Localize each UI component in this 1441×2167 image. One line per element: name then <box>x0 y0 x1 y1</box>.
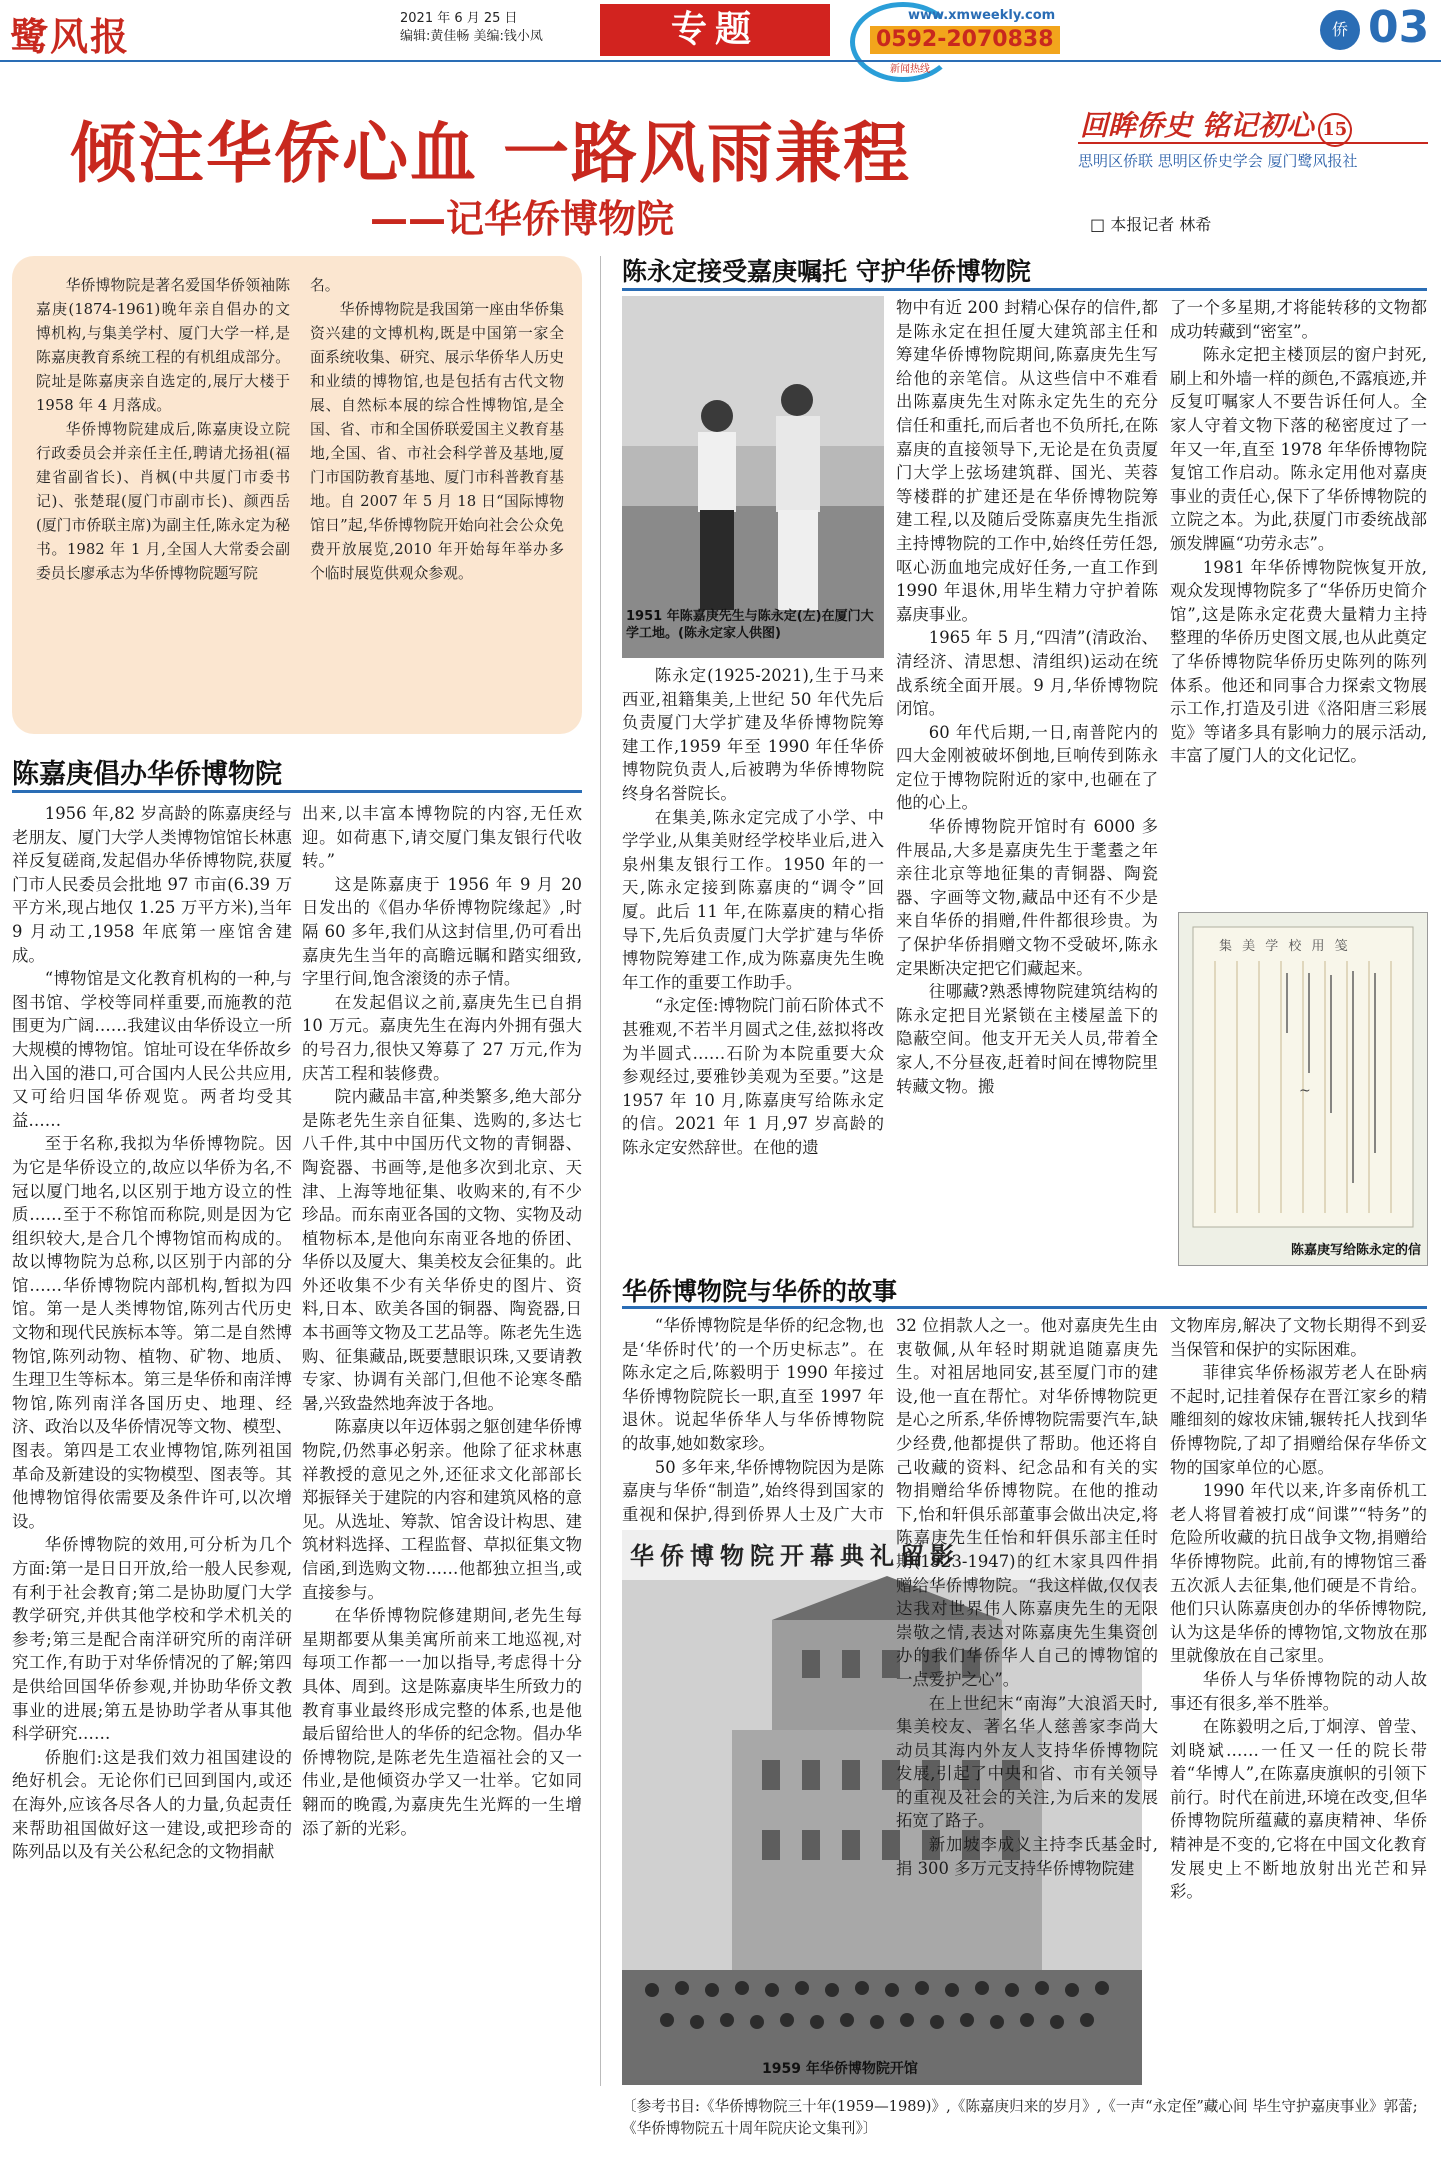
paragraph: 在集美,陈永定完成了小学、中学学业,从集美财经学校毕业后,进入泉州集友银行工作。1950 年的一天,陈永定接到陈嘉庚的“调令”回厦。此后 11 年,在陈嘉庚的精心指导下,先后负责厦门大学扩建与华侨博物院筹建工作,成为陈嘉庚先生晚年工作的重要工作助手。 <box>622 807 884 992</box>
section-heading-stories: 华侨博物院与华侨的故事 <box>622 1277 898 1306</box>
hotline-url[interactable]: www.xmweekly.com <box>908 8 1056 23</box>
section2-column-2 <box>896 296 1158 1262</box>
section1-column-1 <box>12 802 292 2154</box>
column-divider <box>600 256 601 2086</box>
news-hotline <box>850 2 1085 82</box>
paragraph: 50 多年来,华侨博物院因为是陈嘉庚与华侨“制造”,始终得到国家的重视和保护,得到侨界人士及广大市 <box>622 1457 884 1524</box>
photo-1959-banner: 华侨博物院开幕典礼留影 <box>630 1541 960 1570</box>
topic-banner: 专题 <box>600 4 830 56</box>
intro-column-1 <box>36 274 290 586</box>
page-number: 03 <box>1368 2 1430 53</box>
paragraph: 菲律宾华侨杨淑芳老人在卧病不起时,记挂着保存在晋江家乡的精雕细刻的嫁妆床铺,辗转托人找到华侨博物院,了却了捐赠给保存华侨文物的国家单位的心愿。 <box>1170 1363 1427 1477</box>
intro-paragraph: 华侨博物院建成后,陈嘉庚设立院行政委员会并亲任主任,聘请尤扬祖(福建省副省长)、肖枫(中共厦门市委书记)、张楚琨(厦门市副市长)、颜西岳(厦门市侨联主席)为副主任,陈永定为秘书。1982 年 1 月,全国人大常委会副委员长廖承志为华侨博物院题写院 <box>36 421 290 582</box>
hotline-label: 新闻热线 <box>890 64 930 75</box>
issue-meta <box>400 10 543 46</box>
section-badge-icon: 侨 <box>1320 10 1360 50</box>
paragraph: 新加坡李成义主持李氏基金时,捐 300 多万元支持华侨博物院建 <box>896 1835 1158 1878</box>
paragraph: 1956 年,82 岁高龄的陈嘉庚经与老朋友、厦门大学人类博物馆馆长林惠祥反复磋商,发起倡办华侨博物院,获厦门市人民委员会批地 97 市亩(6.39 万平方米,现占地仅 1.25 万平方米),当年 9 月动工,1958 年底第一座馆舍建成。 <box>12 804 292 965</box>
paragraph: 陈永定(1925-2021),生于马来西亚,祖籍集美,上世纪 50 年代先后负责厦门大学扩建及华侨博物院筹建工作,1959 年至 1990 年任华侨博物院负责人,后被聘为华侨博物院终身名誉院长。 <box>622 666 884 803</box>
photo-1951 <box>622 296 884 658</box>
paragraph: 了一个多星期,才将能转移的文物都成功转藏到“密室”。 <box>1170 298 1427 341</box>
section3-column-2 <box>896 1314 1158 2090</box>
series-name: 回眸侨史 铭记初心 <box>1080 109 1314 142</box>
paragraph: 出来,以丰富本博物院的内容,无任欢迎。如荷惠下,请交厦门集友银行代收转。” <box>302 804 582 871</box>
svg-text:~: ~ <box>1299 1083 1311 1099</box>
paragraph: 32 位捐款人之一。他对嘉庚先生由衷敬佩,从年轻时期就追随嘉庚先生。对祖居地同安,甚至厦门市的建设,他一直在帮忙。对华侨博物院更是心之所系,华侨博物院需要汽车,缺少经费,他都提供了帮助。他还将自己收藏的资料、纪念品和有关的实物捐赠给华侨博物院。在他的推动下,怡和轩俱乐部董事会做出决定,将陈嘉庚先生任怡和轩俱乐部主任时期(1923-1947)的红木家具四件捐赠给华侨博物院。“我这样做,仅仅表达我对世界伟人陈嘉庚先生的无限崇敬之情,表达对陈嘉庚先生集资创办的我们华侨华人自己的博物馆的一点爱护之心”。 <box>896 1316 1158 1689</box>
paragraph: 陈永定把主楼顶层的窗户封死,刷上和外墙一样的颜色,不露痕迹,并反复叮嘱家人不要告诉任何人。全家人守着文物下落的秘密度过了一年又一年,直至 1978 年华侨博物院复馆工作启动。陈永定用他对嘉庚事业的责任心,保下了华侨博物院的立院之本。为此,获厦门市委统战部颁发牌匾“功劳永志”。 <box>1170 345 1427 553</box>
reporter-byline: □ 本报记者 林希 <box>1090 215 1212 234</box>
paragraph: 1990 年代以来,许多南侨机工老人将冒着被打成“间谍”“特务”的危险所收藏的抗日战争文物,捐赠给华侨博物院。此前,有的博物馆三番五次派人去征集,他们硬是不肯给。他们只认陈嘉庚创办的华侨博物院,认为这是华侨的博物馆,文物放在那里就像放在自己家里。 <box>1170 1481 1427 1666</box>
paragraph: 物中有近 200 封精心保存的信件,都是陈永定在担任厦大建筑部主任和筹建华侨博物院期间,陈嘉庚先生写给他的亲笔信。从这些信中不难看出陈嘉庚先生对陈永定先生的充分信任和重托,而后者也不负所托,在陈嘉庚的直接领导下,无论是在负责厦门大学上弦场建筑群、国光、芙蓉等楼群的扩建还是在华侨博物院筹建工程,以及随后受陈嘉庚先生指派主持博物院的工作中,始终任劳任怨,呕心沥血地完成好任务,一直工作到 1990 年退休,用毕生精力守护着陈嘉庚事业。 <box>896 298 1158 624</box>
references: 〔参考书目:《华侨博物院三十年(1959—1989)》,《陈嘉庚归来的岁月》,《一声“永定侄”藏心间 毕生守护嘉庚事业》郭蕾;《华侨博物院五十周年院庆论文集刊》〕 <box>622 2098 1418 2137</box>
section-heading-founding: 陈嘉庚倡办华侨博物院 <box>12 759 282 790</box>
intro-paragraph: 华侨博物院是我国第一座由华侨集资兴建的文博机构,既是中国第一家全面系统收集、研究、展示华侨华人历史和业绩的博物馆,也是包括有古代文物展、自然标本展的综合性博物馆,是全国、省、市和全国侨联爱国主义教育基地,全国、省、市社会科学普及基地,厦门市国防教育基地、厦门市科普教育基地。自 2007 年 5 月 18 日“国际博物馆日”起,华侨博物院开始向社会公众免费开放展览,2010 年开始每年举办多个临时展览供观众参观。 <box>310 301 564 582</box>
paragraph: 在上世纪末“南海”大浪滔天时,集美校友、著名华人慈善家李尚大动员其海内外友人支持华侨博物院发展,引起了中央和省、市有关领导的重视及社会的关注,为后来的发展拓宽了路子。 <box>896 1693 1158 1831</box>
paragraph: 至于名称,我拟为华侨博物院。因为它是华侨设立的,故应以华侨为名,不冠以厦门地名,以区别于地方设立的性质……至于不称馆而称院,则是因为它组织较大,是合几个博物馆而构成的。故以博物院为总称,以区别于内部的分馆……华侨博物院内部机构,暂拟为四馆。第一是人类博物馆,陈列古代历史文物和现代民族标本等。第二是自然博物馆,陈列动物、植物、矿物、地质、生理卫生等标本。第三是华侨和南洋博物馆,陈列南洋各国历史、地理、经济、政治以及华侨情况等文物、模型、图表。第四是工农业博物馆,陈列祖国革命及新建设的实物模型、图表等。其他博物馆得依需要及条件许可,以次增设。 <box>12 1134 292 1531</box>
paragraph: 1981 年华侨博物院恢复开放,观众发现博物院多了“华侨历史简介馆”,这是陈永定花费大量精力主持整理的华侨历史图文展,也从此奠定了华侨博物院华侨历史陈列的陈列体系。他还和同事合力探索文物展示工作,打造及引进《洛阳唐三彩展览》等诸多具有影响力的展示活动,丰富了厦门人的文化记忆。 <box>1170 557 1427 766</box>
intro-paragraph: 华侨博物院是著名爱国华侨领袖陈嘉庚(1874-1961)晚年亲自倡办的文博机构,与集美学村、厦门大学一样,是陈嘉庚教育系统工程的有机组成部分。院址是陈嘉庚亲自选定的,展厅大楼于 1958 年 4 月落成。 <box>36 277 290 414</box>
paragraph: 在发起倡议之前,嘉庚先生已自捐 10 万元。嘉庚先生在海内外拥有强大的号召力,很快又筹募了 27 万元,作为庆苫工程和装修费。 <box>302 992 582 1083</box>
section3-column-1 <box>622 1314 884 1524</box>
paragraph: 华侨人与华侨博物院的动人故事还有很多,举不胜举。 <box>1170 1669 1427 1713</box>
section2-column-3 <box>1170 296 1427 906</box>
photo-1951-caption: 1951 年陈嘉庚先生与陈永定(左)在厦门大学工地。(陈永定家人供图) <box>626 609 874 641</box>
paragraph: 侨胞们:这是我们效力祖国建设的绝好机会。无论你们已回到国内,或还在海外,应该各尽各人的力量,负起责任来帮助祖国做好这一建设,或把珍奇的陈列品以及有关公私纪念的文物捐献 <box>12 1747 292 1862</box>
section2-column-1 <box>622 664 884 1262</box>
letter-caption: 陈嘉庚写给陈永定的信 <box>1290 1243 1421 1258</box>
paragraph: 华侨博物院开馆时有 6000 多件展品,大多是嘉庚先生于耄耋之年亲往北京等地征集的青铜器、陶瓷器、字画等文物,藏品中还有不少是来自华侨的捐赠,件件都很珍贵。为了保护华侨捐赠文物不受破坏,陈永定果断决定把它们藏起来。 <box>896 817 1158 978</box>
series-number-badge: 15 <box>1318 113 1352 147</box>
paragraph: 陈嘉庚以年迈体弱之躯创建华侨博物院,仍然事必躬亲。他除了征求林惠祥教授的意见之外,还征求文化部部长郑振铎关于建院的内容和建筑风格的意见。从选址、筹款、馆舍设计构思、建筑材料选择、工程监督、草拟征集文物信函,到选购文物……他都独立担当,或直接参与。 <box>302 1417 582 1602</box>
paragraph: 60 年代后期,一日,南普陀内的四大金刚被破坏倒地,巨响传到陈永定位于博物院附近的家中,也砸在了他的心上。 <box>896 722 1158 813</box>
section-heading-guardian: 陈永定接受嘉庚嘱托 守护华侨博物院 <box>622 257 1031 286</box>
section1-column-2 <box>302 802 582 2154</box>
paragraph: 这是陈嘉庚于 1956 年 9 月 20 日发出的《倡办华侨博物院缘起》,时隔 60 多年,我们从这封信里,仍可看出嘉庚先生当年的高瞻远瞩和踏实细致,字里行间,饱含滚烫的赤子情。 <box>302 874 582 989</box>
hotline-phone: 0592-2070838 <box>870 26 1060 54</box>
paragraph: “永定侄:博物院门前石阶体式不甚雅观,不若半月圆式之佳,兹拟将改为半圆式……石阶为本院重要大众参观经过,要雅钞美观为至要。”这是 1957 年 10 月,陈嘉庚写给陈永定的信。2021 年 1 月,97 岁高龄的陈永定安然辞世。在他的遗 <box>622 996 884 1157</box>
masthead-divider <box>0 60 1441 62</box>
issue-date: 2021 年 6 月 25 日 <box>400 11 518 26</box>
letter-header: 集 美 学 校 用 笺 <box>1219 939 1351 954</box>
paragraph: 往哪藏?熟悉博物院建筑结构的陈永定把目光紧锁在主楼屋盖下的隐蔽空间。他支开无关人员,带着全家人,不分昼夜,赶着时间在博物院里转藏文物。搬 <box>896 982 1158 1096</box>
intro-column-2 <box>310 274 564 586</box>
letter-image <box>1179 913 1427 1265</box>
section-rule <box>12 790 582 793</box>
paragraph: 1965 年 5 月,“四清”(清政治、清经济、清思想、清组织)运动在统战系统全面开展。9 月,华侨博物院闭馆。 <box>896 628 1158 719</box>
sponsors-line: 思明区侨联 思明区侨史学会 厦门鹭风报社 <box>1078 152 1358 170</box>
paragraph: 在陈毅明之后,丁炯淳、曾莹、刘晓斌……一任又一任的院长带着“华博人”,在陈嘉庚旗帜的引领下前行。时代在前进,环境在改变,但华侨博物院所蕴藏的嘉庚精神、华侨精神是不变的,它将在中国文化教育发展史上不断地放射出光芒和异彩。 <box>1170 1717 1427 1902</box>
photo-1959-caption: 1959 年华侨博物院开馆 <box>762 2061 918 2077</box>
sub-headline: ——记华侨博物院 <box>370 197 675 241</box>
section-rule <box>622 1306 1427 1309</box>
series-rule <box>1078 142 1428 144</box>
section-rule <box>622 288 1427 291</box>
paragraph: 在华侨博物院修建期间,老先生每星期都要从集美寓所前来工地巡视,对每项工作都一一加以指导,考虑得十分具体、周到。这是陈嘉庚毕生所致力的教育事业最终形成完整的体系,也是他最后留给世人的华侨的纪念物。倡办华侨博物院,是陈老先生造福社会的又一伟业,是他倾资办学又一壮举。它如同翱而的晚霞,为嘉庚先生光辉的一生增添了新的光彩。 <box>302 1606 582 1838</box>
editors-line: 编辑:黄佳畅 美编:钱小凤 <box>400 29 543 44</box>
section3-column-3 <box>1170 1314 1427 2090</box>
newspaper-logo: 鹭风报 <box>10 14 131 59</box>
paragraph: 文物库房,解决了文物长期得不到妥当保管和保护的实际困难。 <box>1170 1316 1427 1359</box>
paragraph: “华侨博物院是华侨的纪念物,也是‘华侨时代’的一个历史标志”。在陈永定之后,陈毅明于 1990 年接过华侨博物院院长一职,直至 1997 年退休。说起华侨华人与华侨博物院的故事,她如数家珍。 <box>622 1316 884 1453</box>
paragraph: 院内藏品丰富,种类繁多,绝大部分是陈老先生亲自征集、选购的,多达七八千件,其中中国历代文物的青铜器、陶瓷器、书画等,是他多次到北京、天津、上海等地征集、收购来的,有不少珍品。而东南亚各国的文物、实物及动植物标本,是他向东南亚各地的侨团、华侨以及厦大、集美校友会征集的。此外还收集不少有关华侨史的图片、资料,日本、欧美各国的铜器、陶瓷器,日本书画等文物及工艺品等。陈老先生选购、征集藏品,既要慧眼识珠,又要请教专家、协调有关部门,但他不论寒冬酷暑,兴致盎然地奔波于各地。 <box>302 1087 582 1413</box>
headline: 倾注华侨心血 一路风雨兼程 <box>70 115 911 192</box>
letter-photo <box>1178 912 1428 1266</box>
paragraph: “博物馆是文化教育机构的一种,与图书馆、学校等同样重要,而施教的范围更为广阔……我建议由华侨设立一所大规模的博物馆。馆址可设在华侨故乡出入国的港口,可合国内人民公共应用,又可给归国华侨观览。两者均受其益…… <box>12 969 292 1130</box>
intro-paragraph: 名。 <box>310 277 340 294</box>
paragraph: 华侨博物院的效用,可分析为几个方面:第一是日日开放,给一般人民参观,有利于社会教育;第二是协助厦门大学教学研究,并供其他学校和学术机关的参考;第三是配合南洋研究所的南洋研究工作,有助于对华侨情况的了解;第四是供给回国华侨参观,并协助华侨文教事业的进展;第五是协助学者从事其他科学研究…… <box>12 1535 292 1744</box>
series-title <box>1080 104 1352 147</box>
photo-1951-image <box>622 296 884 658</box>
intro-box <box>12 256 582 734</box>
